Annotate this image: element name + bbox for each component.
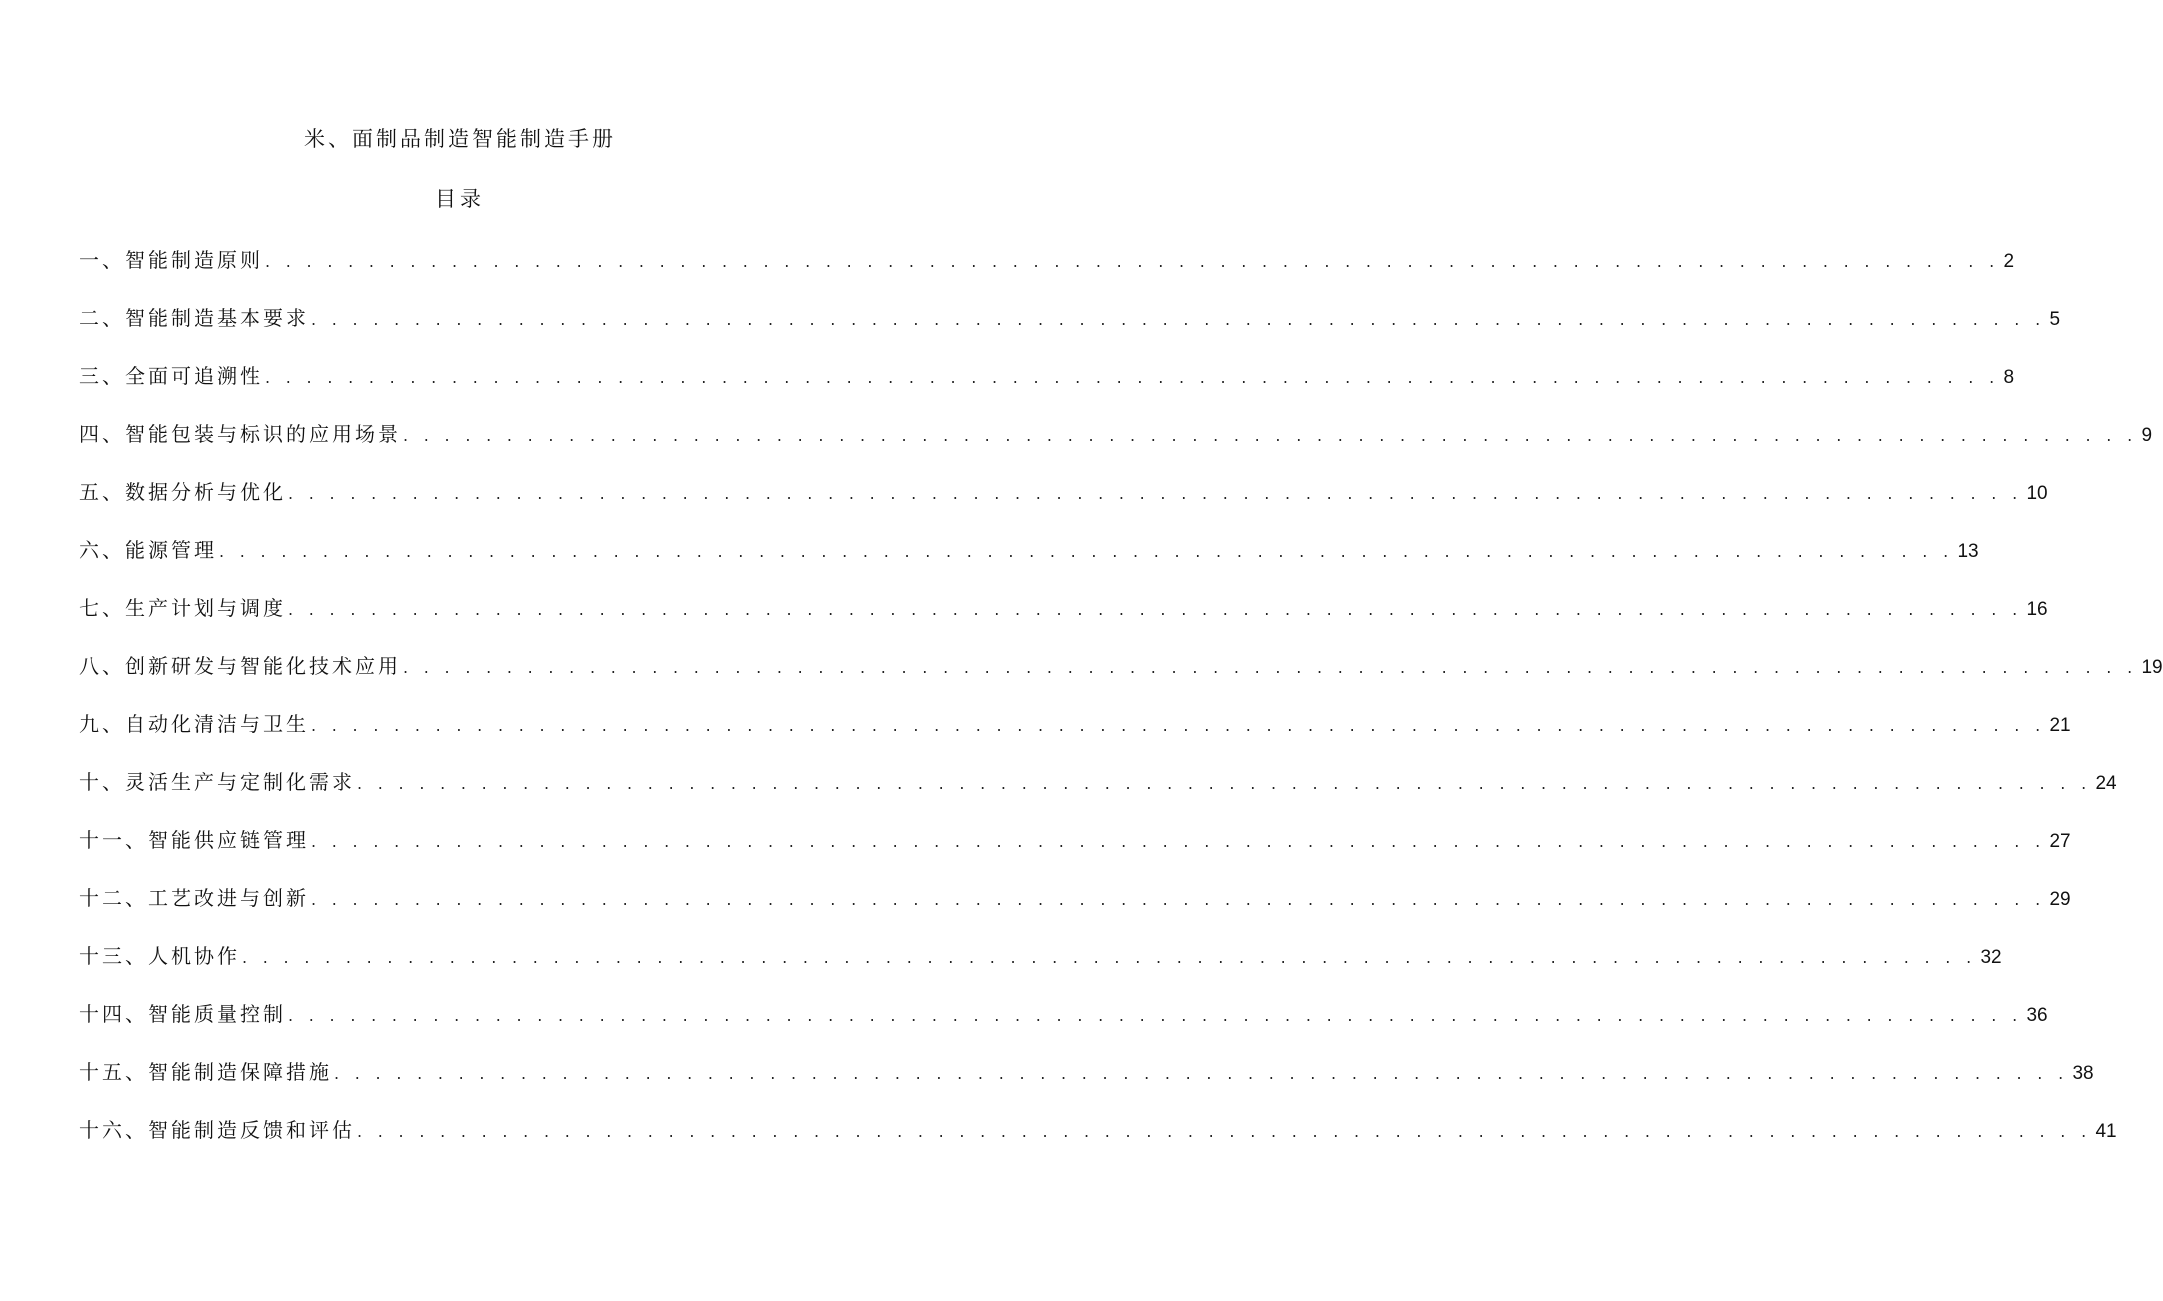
toc-dot-leader: . . . . . . . . . . . . . . . . . . . . . . . . . . . . . . . . . . . . . . . . . . . . . . . . . . . . . . . . . . . . . . . . . . . . . . . . . . . . . . . . . . . .	[311, 832, 2046, 851]
toc-entry-label: 十五、智能制造保障措施	[79, 1060, 332, 1084]
toc-entry[interactable]	[79, 477, 2048, 535]
toc-dot-leader: . . . . . . . . . . . . . . . . . . . . . . . . . . . . . . . . . . . . . . . . . . . . . . . . . . . . . . . . . . . . . . . . . . . . . . . . . . . . . . . . . . . .	[288, 1006, 2023, 1025]
toc-entry-label: 九、自动化清洁与卫生	[79, 712, 309, 736]
toc-entry[interactable]	[79, 999, 2048, 1057]
toc-page-number: 2	[2003, 251, 2015, 272]
toc-page-number: 38	[2072, 1063, 2094, 1084]
toc-entry-label: 七、生产计划与调度	[79, 596, 286, 620]
toc-entry[interactable]	[79, 245, 2015, 303]
toc-entry[interactable]	[79, 361, 2015, 419]
toc-dot-leader: . . . . . . . . . . . . . . . . . . . . . . . . . . . . . . . . . . . . . . . . . . . . . . . . . . . . . . . . . . . . . . . . . . . . . . . . . . . . . . . . . . . .	[288, 600, 2023, 619]
toc-entry-label: 六、能源管理	[79, 538, 217, 562]
toc-entry-label: 二、智能制造基本要求	[79, 306, 309, 330]
toc-dot-leader: . . . . . . . . . . . . . . . . . . . . . . . . . . . . . . . . . . . . . . . . . . . . . . . . . . . . . . . . . . . . . . . . . . . . . . . . . . . . . . . . . . . .	[403, 426, 2138, 445]
toc-dot-leader: . . . . . . . . . . . . . . . . . . . . . . . . . . . . . . . . . . . . . . . . . . . . . . . . . . . . . . . . . . . . . . . . . . . . . . . . . . . . . . . . . . . .	[311, 310, 2046, 329]
toc-entry-label: 十四、智能质量控制	[79, 1002, 286, 1026]
toc-entry-label: 十、灵活生产与定制化需求	[79, 770, 355, 794]
toc-page-number: 41	[2095, 1121, 2117, 1142]
toc-dot-leader: . . . . . . . . . . . . . . . . . . . . . . . . . . . . . . . . . . . . . . . . . . . . . . . . . . . . . . . . . . . . . . . . . . . . . . . . . . . . . . . . . . . .	[219, 542, 1954, 561]
toc-page-number: 24	[2095, 773, 2117, 794]
toc-dot-leader: . . . . . . . . . . . . . . . . . . . . . . . . . . . . . . . . . . . . . . . . . . . . . . . . . . . . . . . . . . . . . . . . . . . . . . . . . . . . . . . . . . . .	[265, 252, 2000, 271]
toc-entry[interactable]	[79, 825, 2071, 883]
document-title: 米、面制品制造智能制造手册	[304, 127, 616, 151]
toc-entry[interactable]	[79, 303, 2061, 361]
toc-entry[interactable]	[79, 1115, 2117, 1173]
toc-dot-leader: . . . . . . . . . . . . . . . . . . . . . . . . . . . . . . . . . . . . . . . . . . . . . . . . . . . . . . . . . . . . . . . . . . . . . . . . . . . . . . . . . . . .	[242, 948, 1977, 967]
toc-dot-leader: . . . . . . . . . . . . . . . . . . . . . . . . . . . . . . . . . . . . . . . . . . . . . . . . . . . . . . . . . . . . . . . . . . . . . . . . . . . . . . . . . . . .	[334, 1064, 2069, 1083]
toc-entry-label: 八、创新研发与智能化技术应用	[79, 654, 401, 678]
toc-entry-label: 十三、人机协作	[79, 944, 240, 968]
toc-entry-label: 三、全面可追溯性	[79, 364, 263, 388]
toc-entry[interactable]	[79, 883, 2071, 941]
toc-page-number: 10	[2026, 483, 2048, 504]
toc-page-number: 5	[2049, 309, 2061, 330]
toc-page-number: 16	[2026, 599, 2048, 620]
toc-heading: 目录	[435, 187, 485, 211]
toc-entry[interactable]	[79, 651, 2163, 709]
toc-dot-leader: . . . . . . . . . . . . . . . . . . . . . . . . . . . . . . . . . . . . . . . . . . . . . . . . . . . . . . . . . . . . . . . . . . . . . . . . . . . . . . . . . . . .	[311, 890, 2046, 909]
toc-dot-leader: . . . . . . . . . . . . . . . . . . . . . . . . . . . . . . . . . . . . . . . . . . . . . . . . . . . . . . . . . . . . . . . . . . . . . . . . . . . . . . . . . . . .	[311, 716, 2046, 735]
table-of-contents	[79, 245, 2163, 1173]
toc-page-number: 13	[1957, 541, 1979, 562]
toc-entry[interactable]	[79, 941, 2002, 999]
toc-entry-label: 十六、智能制造反馈和评估	[79, 1118, 355, 1142]
toc-page-number: 19	[2141, 657, 2163, 678]
toc-entry-label: 十一、智能供应链管理	[79, 828, 309, 852]
toc-dot-leader: . . . . . . . . . . . . . . . . . . . . . . . . . . . . . . . . . . . . . . . . . . . . . . . . . . . . . . . . . . . . . . . . . . . . . . . . . . . . . . . . . . . .	[403, 658, 2138, 677]
toc-entry[interactable]	[79, 767, 2117, 825]
toc-dot-leader: . . . . . . . . . . . . . . . . . . . . . . . . . . . . . . . . . . . . . . . . . . . . . . . . . . . . . . . . . . . . . . . . . . . . . . . . . . . . . . . . . . . .	[265, 368, 2000, 387]
toc-dot-leader: . . . . . . . . . . . . . . . . . . . . . . . . . . . . . . . . . . . . . . . . . . . . . . . . . . . . . . . . . . . . . . . . . . . . . . . . . . . . . . . . . . . .	[288, 484, 2023, 503]
toc-page-number: 32	[1980, 947, 2002, 968]
toc-entry-label: 一、智能制造原则	[79, 248, 263, 272]
toc-entry-label: 四、智能包装与标识的应用场景	[79, 422, 401, 446]
toc-page-number: 8	[2003, 367, 2015, 388]
toc-page-number: 21	[2049, 715, 2071, 736]
toc-entry[interactable]	[79, 709, 2071, 767]
toc-page-number: 9	[2141, 425, 2153, 446]
toc-dot-leader: . . . . . . . . . . . . . . . . . . . . . . . . . . . . . . . . . . . . . . . . . . . . . . . . . . . . . . . . . . . . . . . . . . . . . . . . . . . . . . . . . . . .	[357, 1122, 2092, 1141]
toc-entry[interactable]	[79, 1057, 2094, 1115]
toc-page-number: 27	[2049, 831, 2071, 852]
toc-entry-label: 五、数据分析与优化	[79, 480, 286, 504]
toc-page-number: 29	[2049, 889, 2071, 910]
toc-dot-leader: . . . . . . . . . . . . . . . . . . . . . . . . . . . . . . . . . . . . . . . . . . . . . . . . . . . . . . . . . . . . . . . . . . . . . . . . . . . . . . . . . . . .	[357, 774, 2092, 793]
toc-entry[interactable]	[79, 535, 1979, 593]
toc-entry[interactable]	[79, 593, 2048, 651]
toc-entry[interactable]	[79, 419, 2153, 477]
toc-entry-label: 十二、工艺改进与创新	[79, 886, 309, 910]
toc-page-number: 36	[2026, 1005, 2048, 1026]
